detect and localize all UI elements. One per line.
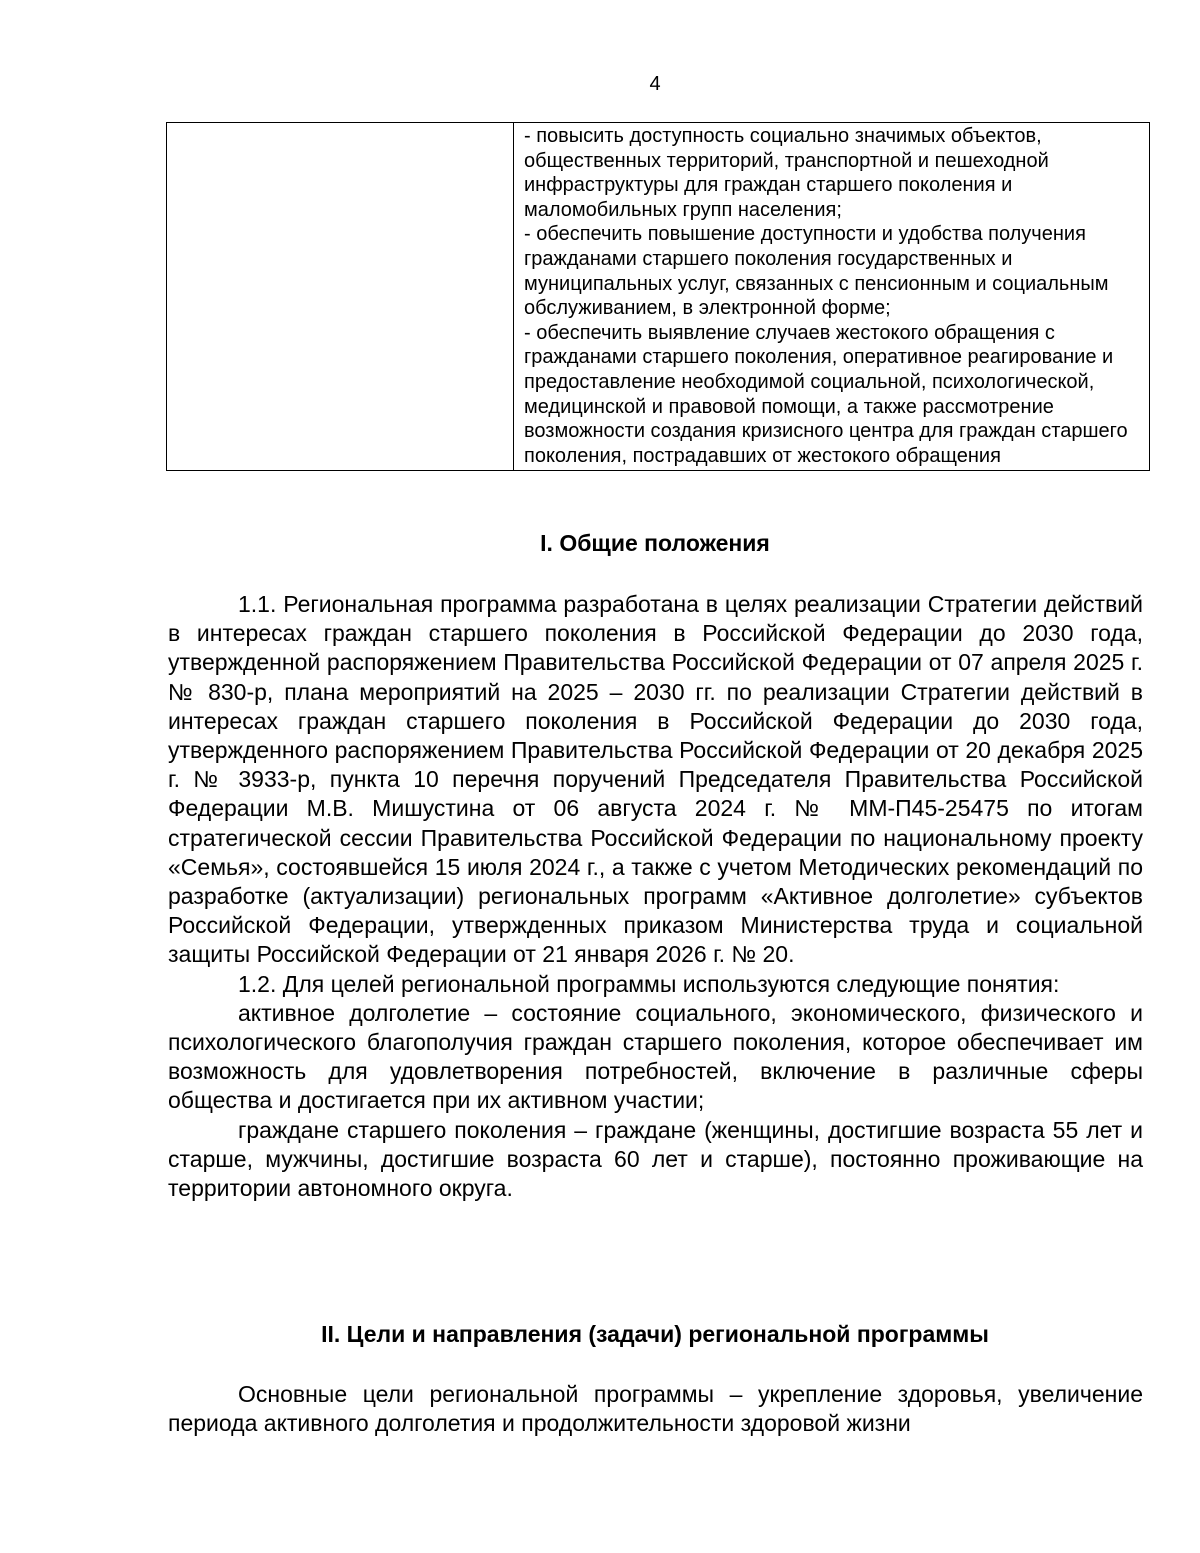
paragraph-goals: Основные цели региональной программы – укрепление здоровья, увеличение периода активного долголетия и продолжительности здоровой жизни <box>168 1381 1143 1437</box>
tasks-table <box>166 122 1150 471</box>
definition-active-longevity: активное долголетие – состояние социального, экономического, физического и психологического благополучия граждан старшего поколения, которое обеспечивает им возможность для удовлетворения потребностей, включение в различные сферы общества и достигается при их активном участии; <box>168 999 1143 1114</box>
paragraph-1-1: 1.1. Региональная программа разработана в целях реализации Стратегии действий в интересах граждан старшего поколения в Российской Федерации до 2030 года, утвержденной распоряжением Правительства Российской Федерации от 07 апреля 2025 г. № 830-р, плана мероприятий на 2025 – 2030 гг. по реализации Стратегии действий в интересах граждан старшего поколения в Российской Федерации до 2030 года, утвержденного распоряжением Правительства Российской Федерации от 20 декабря 2025 г. № 3933-р, пункта 10 перечня поручений Председателя Правительства Российской Федерации М.В. Мишустина от 06 августа 2024 г. № ММ-П45-25475 по итогам стратегической сессии Правительства Российской Федерации по национальному проекту «Семья», состоявшейся 15 июля 2024 г., а также с учетом Методических рекомендаций по разработке (актуализации) региональных программ «Активное долголетие» субъектов Российской Федерации, утвержденных приказом Министерства труда и социальной защиты Российской Федерации от 21 января 2026 г. № 20. <box>168 591 1143 968</box>
section-1-body <box>168 590 1143 1203</box>
page-number: 4 <box>649 73 661 95</box>
table-cell-tasks <box>514 123 1150 471</box>
section-1-title: I. Общие положения <box>540 530 770 556</box>
task-item: - обеспечить выявление случаев жестокого обращения с гражданами старшего поколения, оперативное реагирование и предоставление необходимой социальной, психологической, медицинской и правовой помощи, а также рассмотрение возможности создания кризисного центра для граждан старшего поколения, пострадавших от жестокого обращения <box>524 321 1128 467</box>
definition-senior-citizens: граждане старшего поколения – граждане (женщины, достигшие возраста 55 лет и старше, мужчины, достигшие возраста 60 лет и старше), постоянно проживающие на территории автономного округа. <box>168 1116 1143 1202</box>
task-item: - обеспечить повышение доступности и удобства получения гражданами старшего поколения государственных и муниципальных услуг, связанных с пенсионным и социальным обслуживанием, в электронной форме; <box>524 223 1109 320</box>
table-cell-empty <box>167 123 514 471</box>
section-2-body <box>168 1380 1143 1438</box>
section-2-title: II. Цели и направления (задачи) региональной программы <box>321 1321 989 1347</box>
task-item: - повысить доступность социально значимых объектов, общественных территорий, транспортной и пешеходной инфраструктуры для граждан старшего поколения и маломобильных групп населения; <box>524 125 1049 221</box>
table-row <box>167 123 1150 471</box>
paragraph-1-2: 1.2. Для целей региональной программы используются следующие понятия: <box>238 970 1060 997</box>
